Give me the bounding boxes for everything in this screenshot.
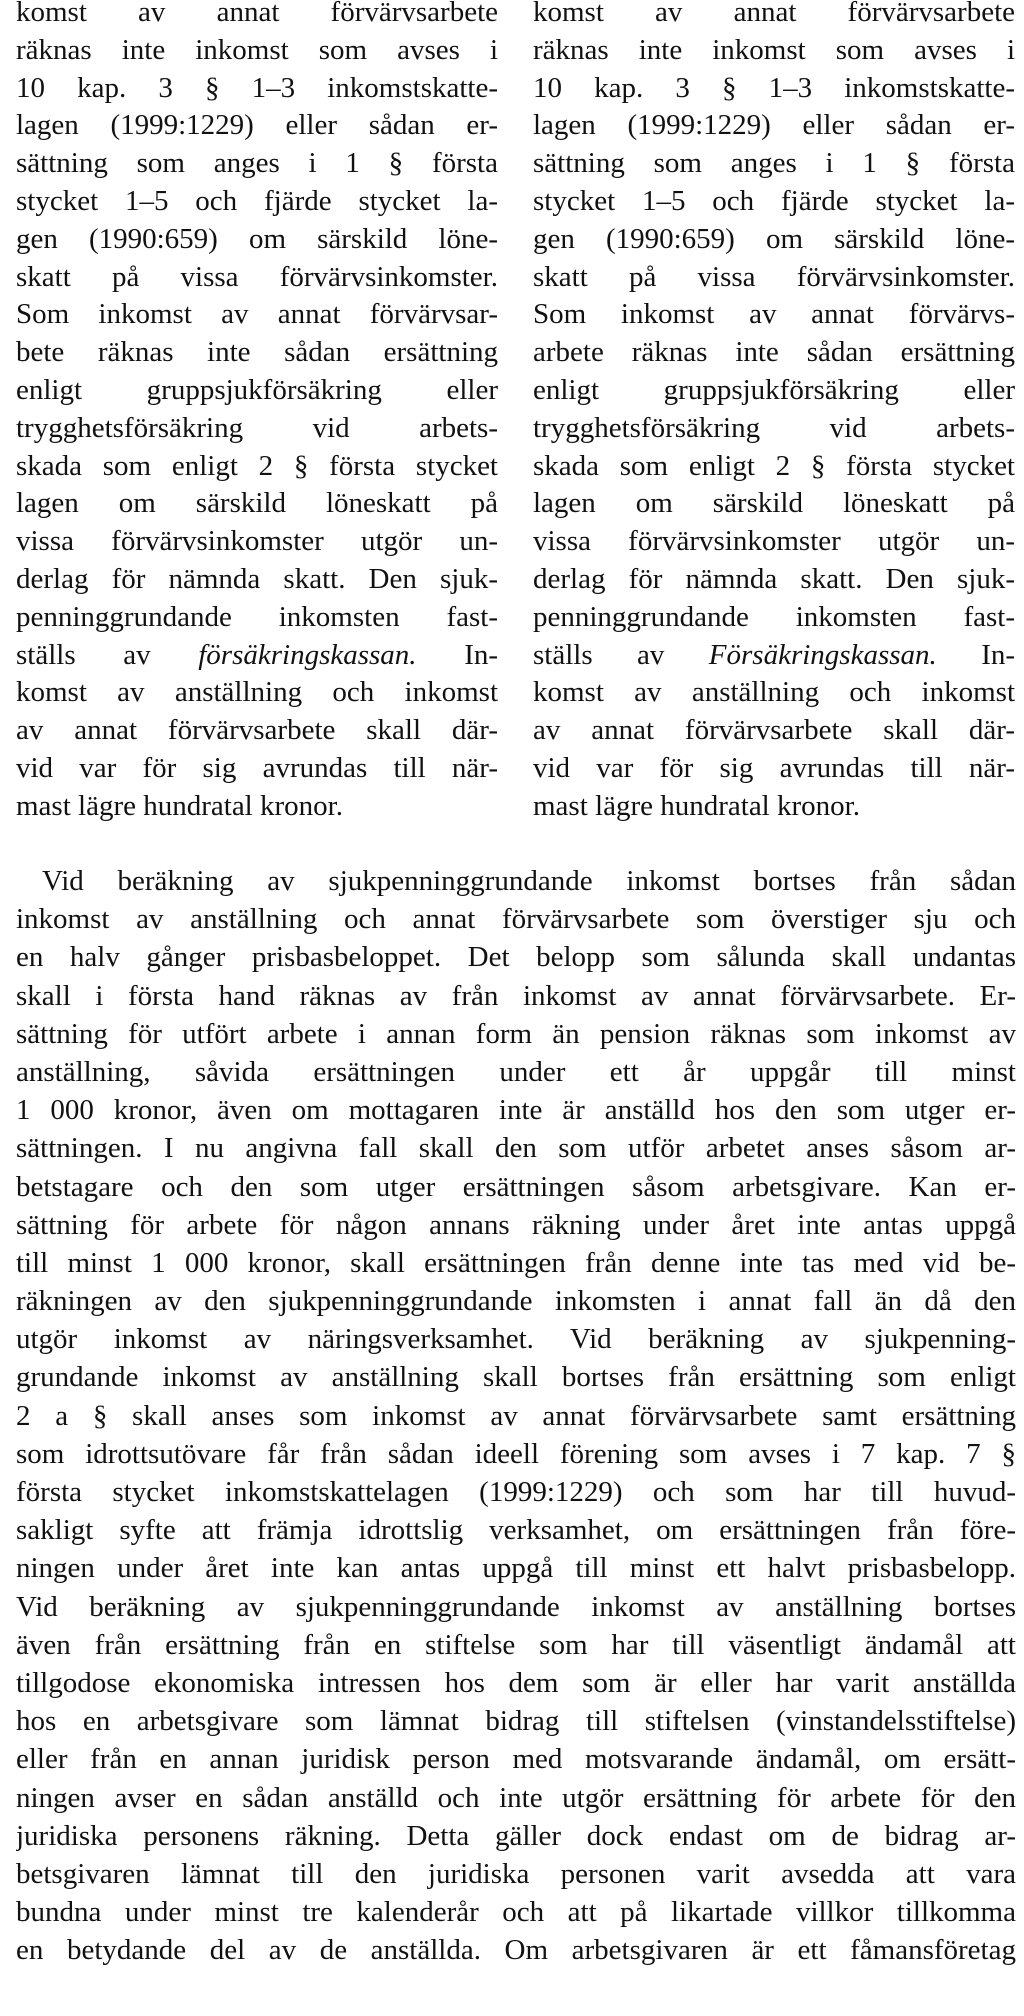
text-line: betstagare och den som utger ersättningen såsom arbetsgivare. Kan er- — [16, 1170, 1016, 1203]
text-line: arbete räknas inte sådan ersättning — [533, 336, 1015, 369]
italic-term: Försäkringskassan. — [708, 638, 937, 671]
text-line: även från ersättning från en stiftelse som har till väsentligt ändamål att — [16, 1628, 1016, 1661]
text-line: första stycket inkomstskattelagen (1999:1229) och som har till huvud- — [16, 1476, 1016, 1508]
text-line: 10 kap. 3 § 1–3 inkomstskatte- — [16, 71, 498, 104]
text-line: som idrottsutövare får från sådan ideell förening som avses i 7 kap. 7 § — [16, 1437, 1016, 1470]
text-line: skatt på vissa förvärvsinkomster. — [533, 260, 1015, 293]
text-line: hos en arbetsgivare som lämnat bidrag till stiftelsen (vinstandelsstiftelse) — [16, 1705, 1016, 1738]
text-line: ningen avser en sådan anställd och inte utgör ersättning för arbete för den — [16, 1781, 1016, 1814]
text-line: sättning för utfört arbete i annan form än pension räknas som inkomst av — [16, 1017, 1016, 1050]
text-line: räknas inte inkomst som avses i — [533, 33, 1015, 66]
text-line: Som inkomst av annat förvärvs- — [533, 298, 1015, 331]
text-line: Som inkomst av annat förvärvsar- — [16, 298, 498, 331]
text-line: vid var för sig avrundas till när- — [533, 751, 1015, 784]
text-line: stycket 1–5 och fjärde stycket la- — [533, 184, 1015, 217]
text-line: skada som enligt 2 § första stycket — [16, 449, 498, 482]
text-line: sättningen. I nu angivna fall skall den som utför arbetet anses såsom ar- — [16, 1132, 1016, 1165]
text-line: 2 a § skall anses som inkomst av annat förvärvsarbete samt ersättning — [16, 1399, 1016, 1432]
text-line: tillgodose ekonomiska intressen hos dem som är eller har varit anställda — [16, 1666, 1016, 1699]
text-line: ningen under året inte kan antas uppgå till minst ett halvt prisbasbelopp. — [16, 1552, 1016, 1585]
text-line: mast lägre hundratal kronor. — [533, 789, 860, 822]
text-line: sakligt syfte att främja idrottslig verksamhet, om ersättningen från före- — [16, 1514, 1016, 1547]
text-segment: ställs av — [533, 638, 665, 671]
text-line: gen (1990:659) om särskild löne- — [533, 222, 1015, 255]
text-line: anställning, såvida ersättningen under ett år uppgår till minst — [16, 1055, 1016, 1088]
text-line: vissa förvärvsinkomster utgör un- — [533, 525, 1015, 558]
text-line: enligt gruppsjukförsäkring eller — [16, 373, 498, 406]
text-line: gen (1990:659) om särskild löne- — [16, 222, 498, 255]
text-line: Vid beräkning av sjukpenninggrundande inkomst av anställning bortses — [16, 1590, 1016, 1623]
text-line: räknas inte inkomst som avses i — [16, 33, 498, 66]
text-line: bundna under minst tre kalenderår och att på likartade villkor tillkomma — [16, 1896, 1016, 1929]
text-line: en halv gånger prisbasbeloppet. Det belopp som sålunda skall undantas — [16, 941, 1016, 974]
text-line: sättning som anges i 1 § första — [533, 147, 1015, 180]
text-line: penninggrundande inkomsten fast- — [533, 600, 1015, 633]
text-segment: In- — [464, 638, 498, 671]
text-line: av annat förvärvsarbete skall där- — [16, 714, 498, 747]
text-line: trygghetsförsäkring vid arbets- — [16, 411, 498, 444]
text-line: av annat förvärvsarbete skall där- — [533, 714, 1015, 747]
text-line: enligt gruppsjukförsäkring eller — [533, 373, 1015, 406]
text-line: Vid beräkning av sjukpenninggrundande inkomst bortses från sådan — [42, 865, 1016, 897]
text-line — [533, 637, 1015, 675]
text-line: räkningen av den sjukpenninggrundande inkomsten i annat fall än då den — [16, 1285, 1016, 1318]
text-line: inkomst av anställning och annat förvärvsarbete som överstiger sju och — [16, 903, 1016, 936]
text-line: lagen om särskild löneskatt på — [16, 487, 498, 520]
text-line: betsgivaren lämnat till den juridiska personen varit avsedda att vara — [16, 1857, 1016, 1890]
right-column — [533, 0, 1015, 826]
text-line: 10 kap. 3 § 1–3 inkomstskatte- — [533, 71, 1015, 104]
text-line — [16, 637, 498, 675]
text-line: lagen om särskild löneskatt på — [533, 487, 1015, 520]
text-line: derlag för nämnda skatt. Den sjuk- — [16, 562, 498, 595]
text-line: 1 000 kronor, även om mottagaren inte är anställd hos den som utger er- — [16, 1094, 1016, 1127]
text-line: utgör inkomst av näringsverksamhet. Vid beräkning av sjukpenning- — [16, 1323, 1016, 1356]
text-line: stycket 1–5 och fjärde stycket la- — [16, 184, 498, 217]
text-line: skatt på vissa förvärvsinkomster. — [16, 260, 498, 293]
text-line: lagen (1999:1229) eller sådan er- — [16, 109, 498, 142]
text-line: vissa förvärvsinkomster utgör un- — [16, 525, 498, 558]
text-line: skall i första hand räknas av från inkomst av annat förvärvsarbete. Er- — [16, 979, 1016, 1012]
body-paragraph — [16, 862, 1016, 1969]
text-line: en betydande del av de anställda. Om arbetsgivaren är ett fåmansföretag — [16, 1934, 1016, 1967]
text-line: komst av anställning och inkomst — [16, 676, 498, 709]
text-line: till minst 1 000 kronor, skall ersättningen från denne inte tas med vid be- — [16, 1246, 1016, 1279]
text-line: trygghetsförsäkring vid arbets- — [533, 411, 1015, 444]
italic-term: försäkringskassan. — [198, 638, 417, 671]
text-segment: ställs av — [16, 638, 151, 671]
text-line: vid var för sig avrundas till när- — [16, 751, 498, 784]
text-line: sättning för arbete för någon annans räkning under året inte antas uppgå — [16, 1208, 1016, 1241]
text-line: eller från en annan juridisk person med motsvarande ändamål, om ersätt- — [16, 1743, 1016, 1776]
text-line: grundande inkomst av anställning skall bortses från ersättning som enligt — [16, 1361, 1016, 1394]
text-line: komst av annat förvärvsarbete — [533, 0, 1015, 28]
text-line: komst av anställning och inkomst — [533, 676, 1015, 709]
text-line: penninggrundande inkomsten fast- — [16, 600, 498, 633]
two-column-section — [16, 0, 1016, 854]
text-line: juridiska personens räkning. Detta gäller dock endast om de bidrag ar- — [16, 1819, 1016, 1852]
text-line: skada som enligt 2 § första stycket — [533, 449, 1015, 482]
text-line: derlag för nämnda skatt. Den sjuk- — [533, 562, 1015, 595]
text-line: mast lägre hundratal kronor. — [16, 789, 343, 822]
text-segment: In- — [981, 638, 1015, 671]
text-line: komst av annat förvärvsarbete — [16, 0, 498, 28]
text-line: sättning som anges i 1 § första — [16, 147, 498, 180]
text-line: bete räknas inte sådan ersättning — [16, 336, 498, 369]
left-column — [16, 0, 498, 826]
text-line: lagen (1999:1229) eller sådan er- — [533, 109, 1015, 142]
